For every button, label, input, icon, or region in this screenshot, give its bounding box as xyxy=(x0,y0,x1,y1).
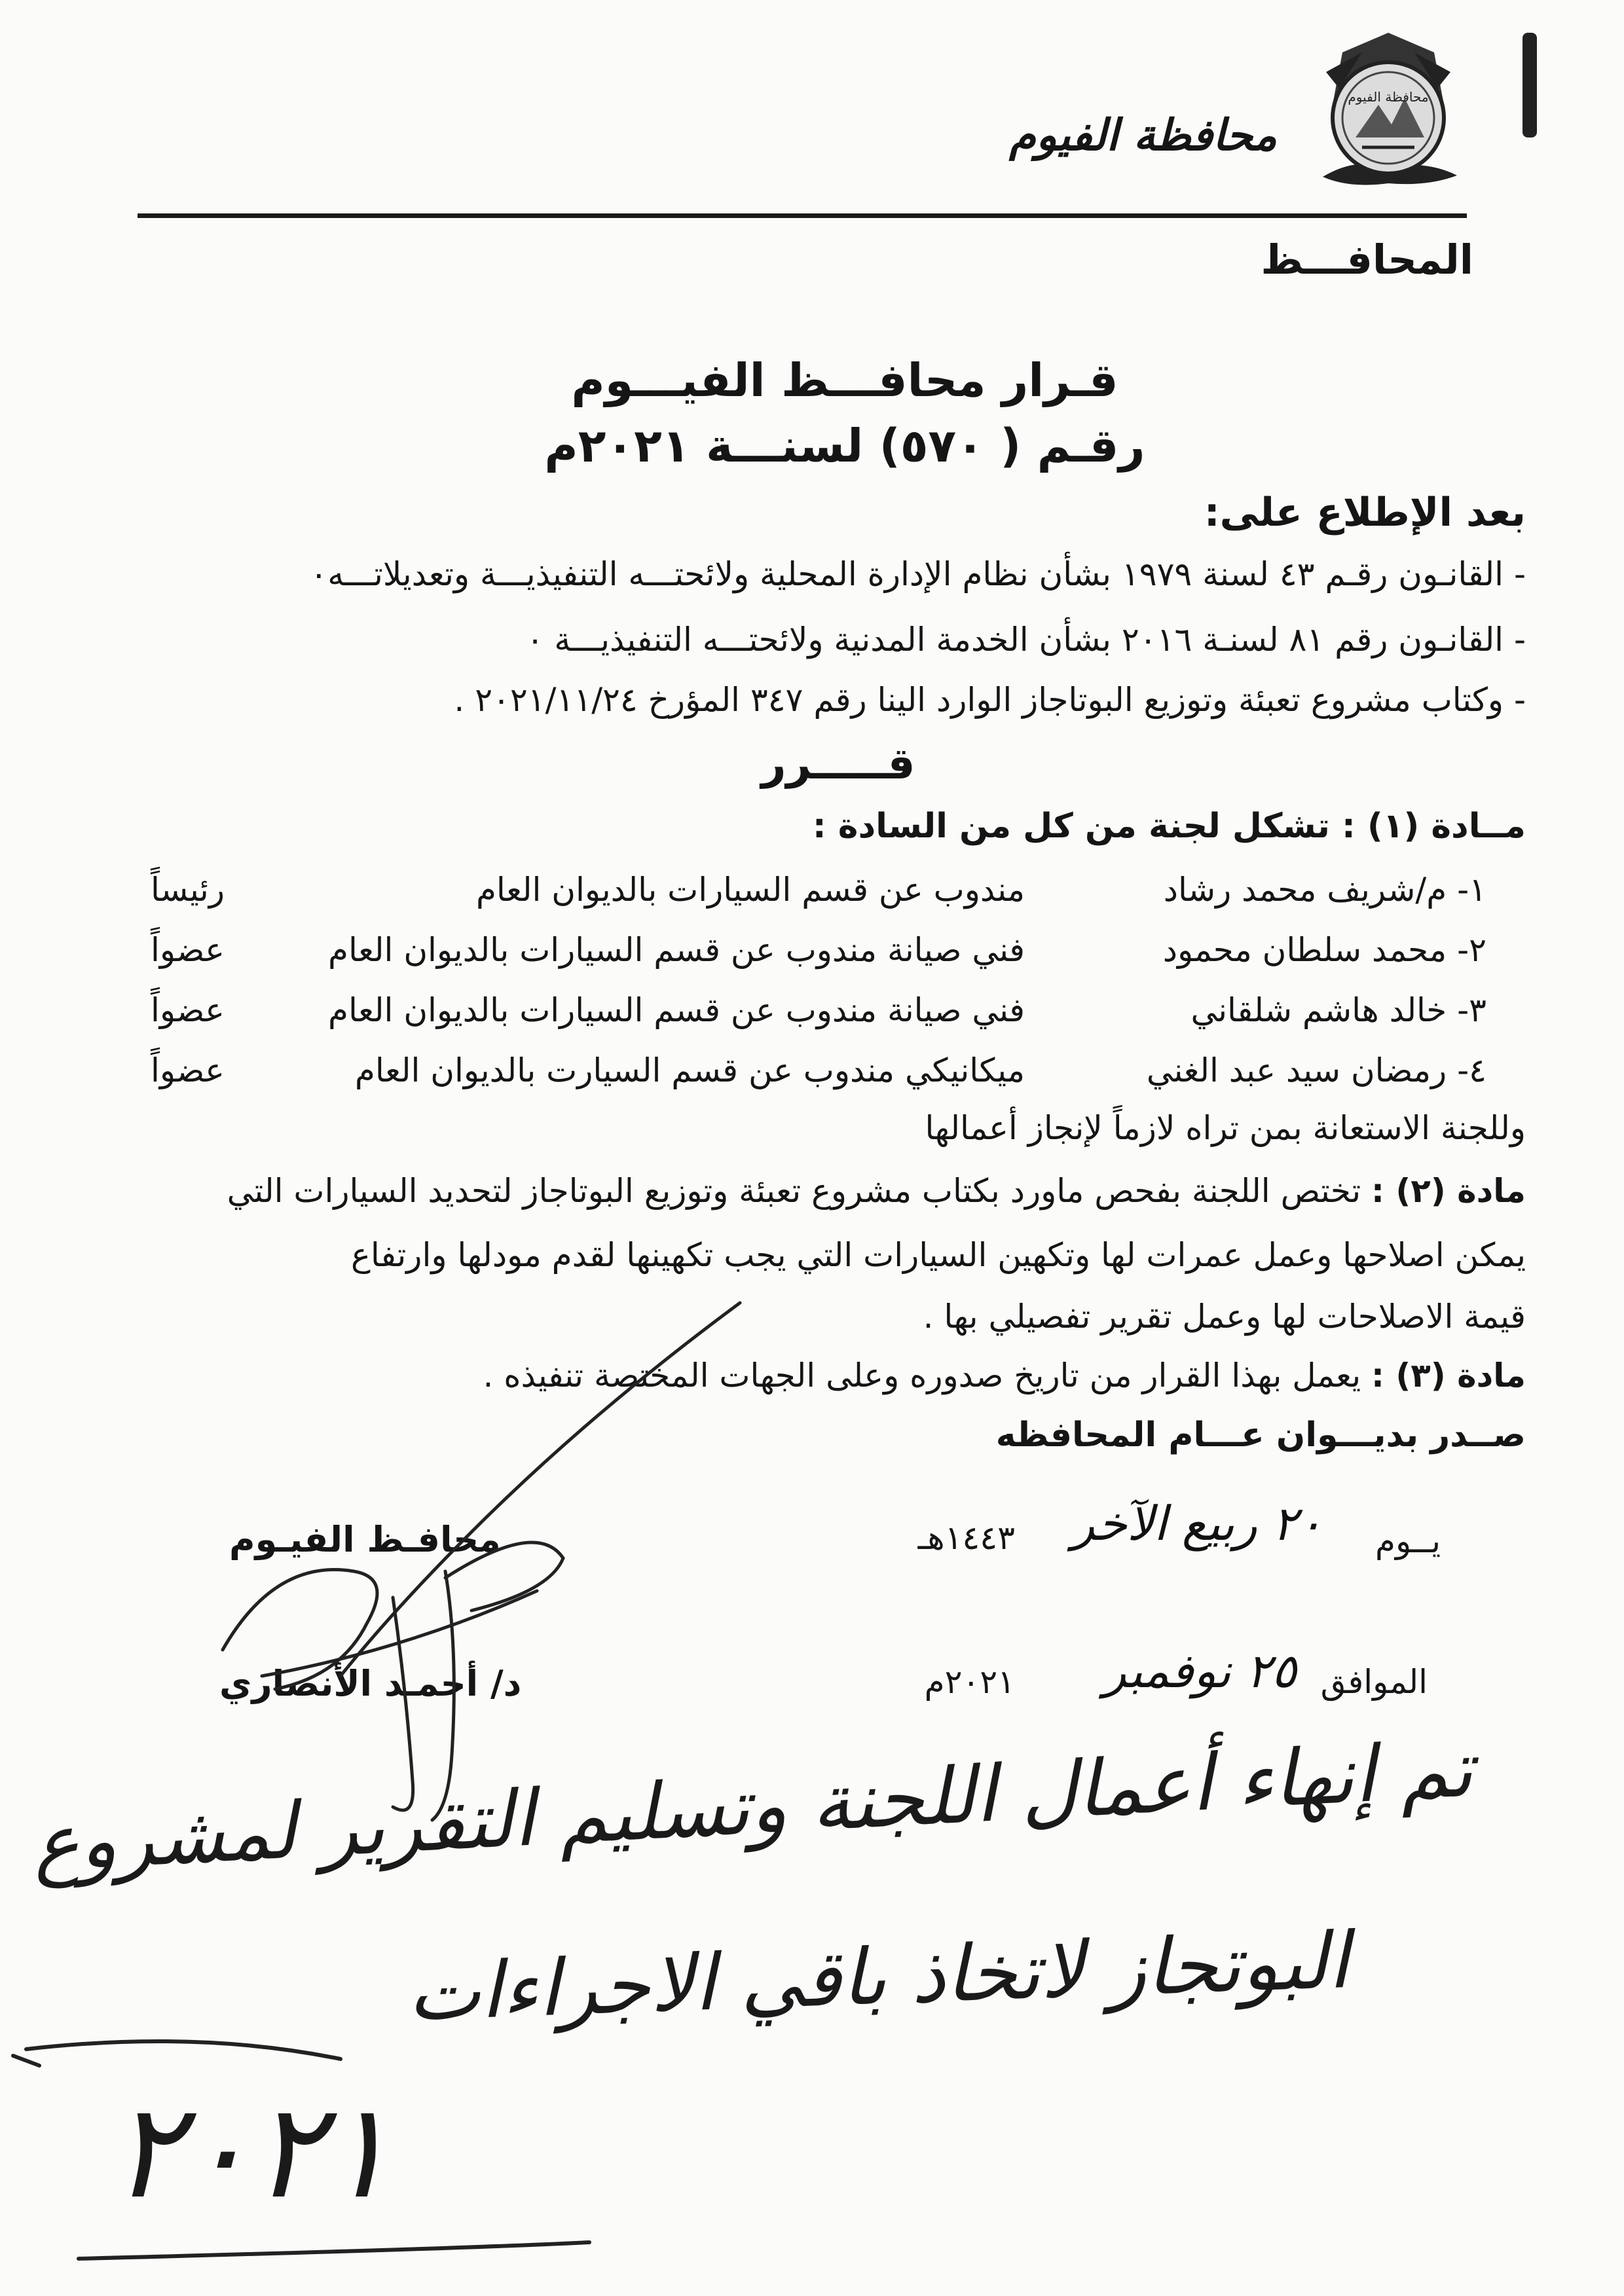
article-2-label: مادة (٢) : xyxy=(1371,1172,1526,1210)
handwritten-hijri-date: ٢٠ ربيع الآخر xyxy=(1071,1496,1323,1551)
decree-number: رقـم ( ٥٧٠) لسنـــة ٢٠٢١م xyxy=(544,419,1145,473)
governorate-crest-icon xyxy=(1316,26,1460,190)
match-label: الموافق xyxy=(1320,1663,1428,1701)
article-1-heading: مــادة (١) : تشكل لجنة من كل من السادة : xyxy=(812,807,1526,846)
signatory-title: محافـظ الفيـوم xyxy=(229,1519,501,1560)
member-name: ١- م/شريف محمد رشاد xyxy=(1163,871,1486,909)
issued-at: صــدر بديـــوان عـــام المحافظه xyxy=(995,1415,1526,1455)
crest-text: محافظة الفيوم xyxy=(1348,89,1429,105)
member-role: فني صيانة مندوب عن قسم السيارات بالديوان العام xyxy=(327,991,1025,1029)
member-role: مندوب عن قسم السيارات بالديوان العام xyxy=(475,871,1025,909)
member-position: عضواً xyxy=(151,1051,225,1089)
article-2-line: قيمة الاصلاحات لها وعمل تقرير تفصيلي بها . xyxy=(923,1298,1526,1336)
header-divider xyxy=(138,213,1467,218)
decided-heading: قـــــرر xyxy=(761,738,915,789)
member-position: عضواً xyxy=(151,931,225,969)
member-role: فني صيانة مندوب عن قسم السيارات بالديوان العام xyxy=(327,931,1025,969)
article-2-line: يمكن اصلاحها وعمل عمرات لها وتكهين السيارات التي يجب تكهينها لقدم مودلها وارتفاع xyxy=(351,1236,1526,1274)
preamble-item: - وكتاب مشروع تعبئة وتوزيع البوتاجاز الوارد الينا رقم ٣٤٧ المؤرخ ٢٠٢١/١١/٢٤ . xyxy=(454,681,1526,719)
day-label: يــوم xyxy=(1375,1522,1441,1560)
handwritten-strokes xyxy=(0,1951,1624,2291)
hijri-year: ١٤٤٣هـ xyxy=(917,1519,1015,1557)
handwritten-gregorian-date: ٢٥ نوفمبر xyxy=(1103,1643,1297,1698)
member-position: رئيساً xyxy=(151,871,225,909)
member-name: ٤- رمضان سيد عبد الغني xyxy=(1146,1051,1486,1089)
member-position: عضواً xyxy=(151,991,225,1029)
signatory-name: د/ أحمـد الأنصاري xyxy=(219,1663,522,1704)
office-title: المحافـــظ xyxy=(1261,236,1473,283)
preamble-heading: بعد الإطلاع على: xyxy=(1204,490,1526,536)
member-name: ٢- محمد سلطان محمود xyxy=(1162,931,1486,969)
article-3-text: يعمل بهذا القرار من تاريخ صدوره وعلى الجهات المختصة تنفيذه . xyxy=(483,1357,1361,1394)
preamble-item: - القانـون رقم ٨١ لسنـة ٢٠١٦ بشأن الخدمة المدنية ولائحتـــه التنفيذيـــة ٠ xyxy=(526,621,1526,659)
gregorian-year: ٢٠٢١م xyxy=(924,1663,1015,1701)
handwritten-note-year: ٢٠٢١ xyxy=(111,2075,393,2228)
article-3-label: مادة (٣) : xyxy=(1371,1357,1526,1394)
handwritten-note-line: تم إنهاء أعمال اللجنة وتسليم التقرير لمشروع xyxy=(30,1723,1475,1889)
member-role: ميكانيكي مندوب عن قسم السيارت بالديوان العام xyxy=(354,1051,1025,1089)
committee-assistance: وللجنة الاستعانة بمن تراه لازماً لإنجاز أعمالها xyxy=(925,1109,1526,1147)
margin-mark xyxy=(1522,33,1537,137)
governorate-name: محافظة الفيوم xyxy=(1009,110,1277,160)
member-name: ٣- خالد هاشم شلقاني xyxy=(1190,991,1486,1029)
preamble-item: - القانـون رقـم ٤٣ لسنة ١٩٧٩ بشأن نظام الإدارة المحلية ولائحتـــه التنفيذيـــة وتعديلاتـــه٠ xyxy=(310,555,1526,593)
article-2-line xyxy=(227,1172,1526,1210)
handwritten-note-line: البوتجاز لاتخاذ باقي الاجراءات xyxy=(405,1914,1350,2039)
article-2-text: تختص اللجنة بفحص ماورد بكتاب مشروع تعبئة وتوزيع البوتاجاز لتحديد السيارات التي xyxy=(227,1172,1361,1210)
decree-title: قـرار محافـــظ الفيـــوم xyxy=(571,354,1118,407)
